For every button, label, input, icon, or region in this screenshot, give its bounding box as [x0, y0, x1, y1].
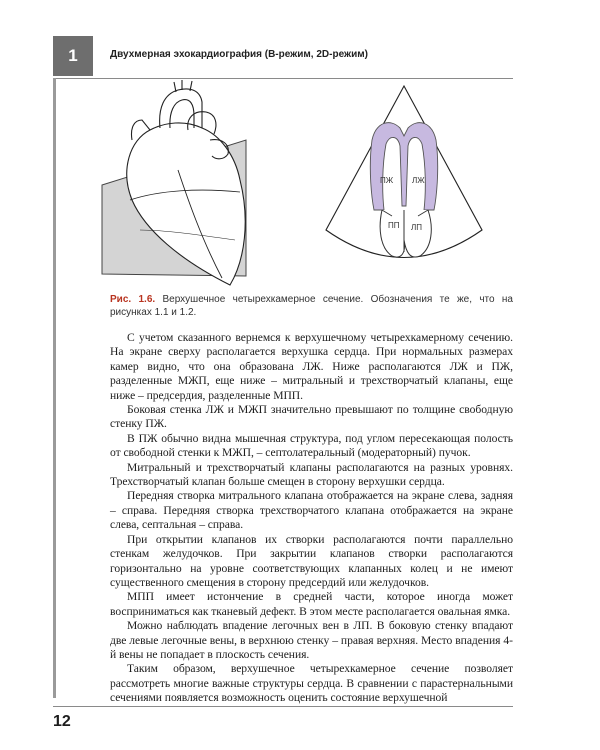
chapter-number-tab: 1	[53, 36, 93, 76]
body-text	[110, 331, 513, 706]
footer-rule	[53, 706, 513, 707]
label-rv: ПЖ	[380, 176, 394, 185]
label-lv: ЛЖ	[412, 176, 425, 185]
figure-caption	[110, 293, 513, 319]
label-la: ЛП	[411, 223, 422, 232]
paragraph: МПП имеет истончение в средней части, которое иногда может восприниматься как тканевый дефект. В этом месте располагается овальная ямка.	[110, 590, 513, 618]
heart-drawing	[102, 80, 246, 285]
paragraph: С учетом сказанного вернемся к верхушечному четырехкамерному сечению. На экране сверху располагается верхушка сердца. При нормальных размерах камер видно, что она образована ЛЖ. Ниже располагаются ЛЖ и ПЖ, разделенные МЖП, еще ниже – митральный и трехстворчатый клапаны, еще ниже – предсердия, разделенные МПП.	[110, 331, 513, 402]
page-number: 12	[53, 713, 71, 730]
side-margin-bar	[53, 78, 56, 698]
paragraph: Передняя створка митрального клапана отображается на экране слева, задняя – справа. Передняя створка трехстворчатого клапана отображается на экране слева, септальная – справа.	[110, 489, 513, 532]
label-ra: ПП	[388, 221, 400, 230]
paragraph: Можно наблюдать впадение легочных вен в ЛП. В боковую стенку впадают две левые легочные вены, в верхнюю стенку – правая верхняя. Место впадения 4-й вены не попадает в плоскость сечения.	[110, 619, 513, 661]
paragraph: Боковая стенка ЛЖ и МЖП значительно превышают по толщине свободную стенку ПЖ.	[110, 403, 513, 431]
paragraph: При открытии клапанов их створки располагаются почти параллельно стенкам желудочков. При закрытии клапанов створки располагаются горизонтально на уровне соответствующих клапанных колец и не имеют существенного смещения в сторону предсердий или желудочков.	[110, 532, 513, 589]
paragraph: В ПЖ обычно видна мышечная структура, под углом пересекающая полость от свободной стенки к МЖП, – септолатеральный (модераторный) пучок.	[110, 431, 513, 460]
header-rule	[53, 78, 513, 79]
figure-caption-label: Рис. 1.6.	[110, 294, 156, 305]
running-head-title: Двухмерная эхокардиография (В-режим, 2D-режим)	[110, 49, 368, 60]
paragraph: Таким образом, верхушечное четырехкамерное сечение позволяет рассмотреть многие важные структуры сердца. В сравнении с парастернальными сечениями появляется возможность оценить состояние верхушечной	[110, 662, 513, 705]
paragraph: Митральный и трехстворчатый клапаны располагаются на разных уровнях. Трехстворчатый клапан больше смещен в сторону верхушки сердца.	[110, 460, 513, 489]
figure-heart-illustration	[90, 80, 520, 295]
echo-sector	[326, 86, 482, 258]
figure-caption-text: Верхушечное четырехкамерное сечение. Обозначения те же, что на рисунках 1.1 и 1.2.	[110, 294, 513, 318]
